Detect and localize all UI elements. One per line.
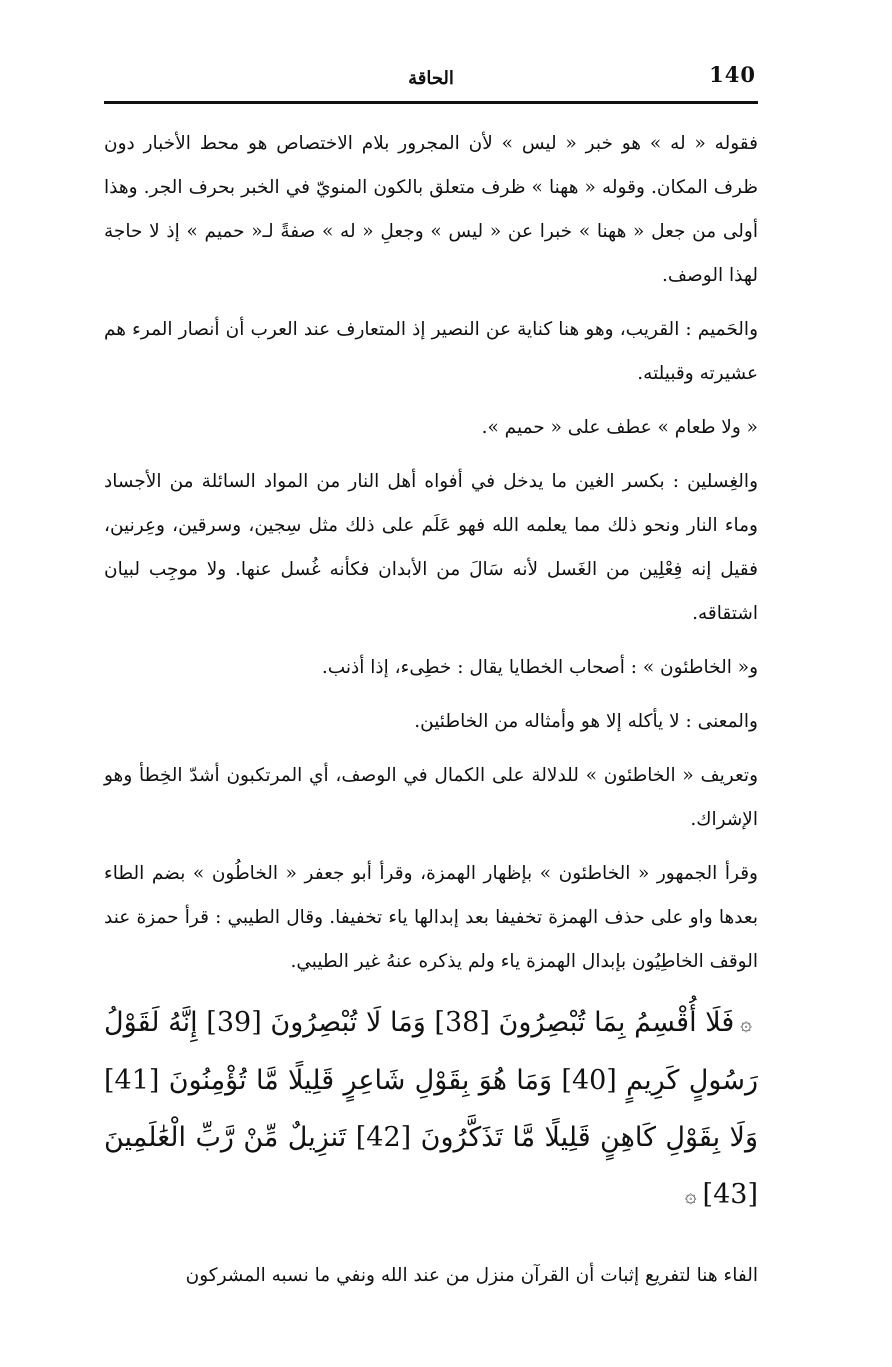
body-text <box>104 122 758 1308</box>
quran-text: فَلَا أُقْسِمُ بِمَا تُبْصِرُونَ [38] وَمَا لَا تُبْصِرُونَ [39] إِنَّهُ لَقَوْلُ رَسُولٍ كَرِيمٍ [40] وَمَا هُوَ بِقَوْلِ شَاعِرٍ قَلِيلًا مَّا تُؤْمِنُونَ [41] وَلَا بِقَوْلِ كَاهِنٍ قَلِيلًا مَّا تَذَكَّرُونَ [42] تَنزِيلٌ مِّنْ رَّبِّ الْعَٰلَمِينَ [43] <box>104 1007 758 1210</box>
paragraph: والحَميم : القريب، وهو هنا كناية عن النصير إذ المتعارف عند العرب أن أنصار المرء هم عشيرته وقبيلته. <box>104 319 758 384</box>
running-title: الحاقة <box>408 68 454 89</box>
header-rule <box>104 101 758 104</box>
paragraph: فقوله « له » هو خبر « ليس » لأن المجرور بلام الاختصاص هو محط الأخبار دون ظرف المكان. وقوله « ههنا » ظرف متعلق بالكون المنويّ في الخبر بحرف الجر. وهذا أولى من جعل « ههنا » خبرا عن « ليس » وجعلِ « له » صفةً لـ« حميم » إذ لا حاجة لهذا الوصف. <box>104 133 758 286</box>
paragraph: وقرأ الجمهور « الخاطئون » بإظهار الهمزة، وقرأ أبو جعفر « الخاطُون » بضم الطاء بعدها واو على حذف الهمزة تخفيفا بعد إبدالها ياء تخفيفا. وقال الطيبي : قرأ حمزة عند الوقف الخاطِيُون بإبدال الهمزة ياء ولم يذكره عنهُ غير الطيبي. <box>104 863 758 972</box>
page-number: 140 <box>709 62 756 87</box>
paragraph: وتعريف « الخاطئون » للدلالة على الكمال في الوصف، أي المرتكبون أشدّ الخِطأ وهو الإشراك. <box>104 765 758 830</box>
page-header <box>104 56 758 98</box>
paragraph: والغِسلين : بكسر الغين ما يدخل في أفواه أهل النار من المواد السائلة من الأجساد وماء النار ونحو ذلك مما يعلمه الله فهو عَلَم على ذلك مثل سِجين، وسرقين، وعِرنين، فقيل إنه فِعْلِين من الغَسل لأنه سَالَ من الأبدان فكأنه غُسل عنها. ولا موجِب لبيان اشتقاقه. <box>104 471 758 624</box>
paragraph: « ولا طعام » عطف على « حميم ». <box>481 417 758 438</box>
ornament-close-icon: ۞ <box>684 1183 697 1207</box>
paragraph: الفاء هنا لتفريع إثبات أن القرآن منزل من عند الله ونفي ما نسبه المشركون <box>185 1265 758 1286</box>
quran-verses <box>104 994 758 1224</box>
paragraph: والمعنى : لا يأكله إلا هو وأمثاله من الخاطئين. <box>414 711 758 732</box>
ornament-open-icon: ۞ <box>740 1011 752 1035</box>
paragraph: و« الخاطئون » : أصحاب الخطايا يقال : خطِىء، إذا أذنب. <box>321 657 758 678</box>
